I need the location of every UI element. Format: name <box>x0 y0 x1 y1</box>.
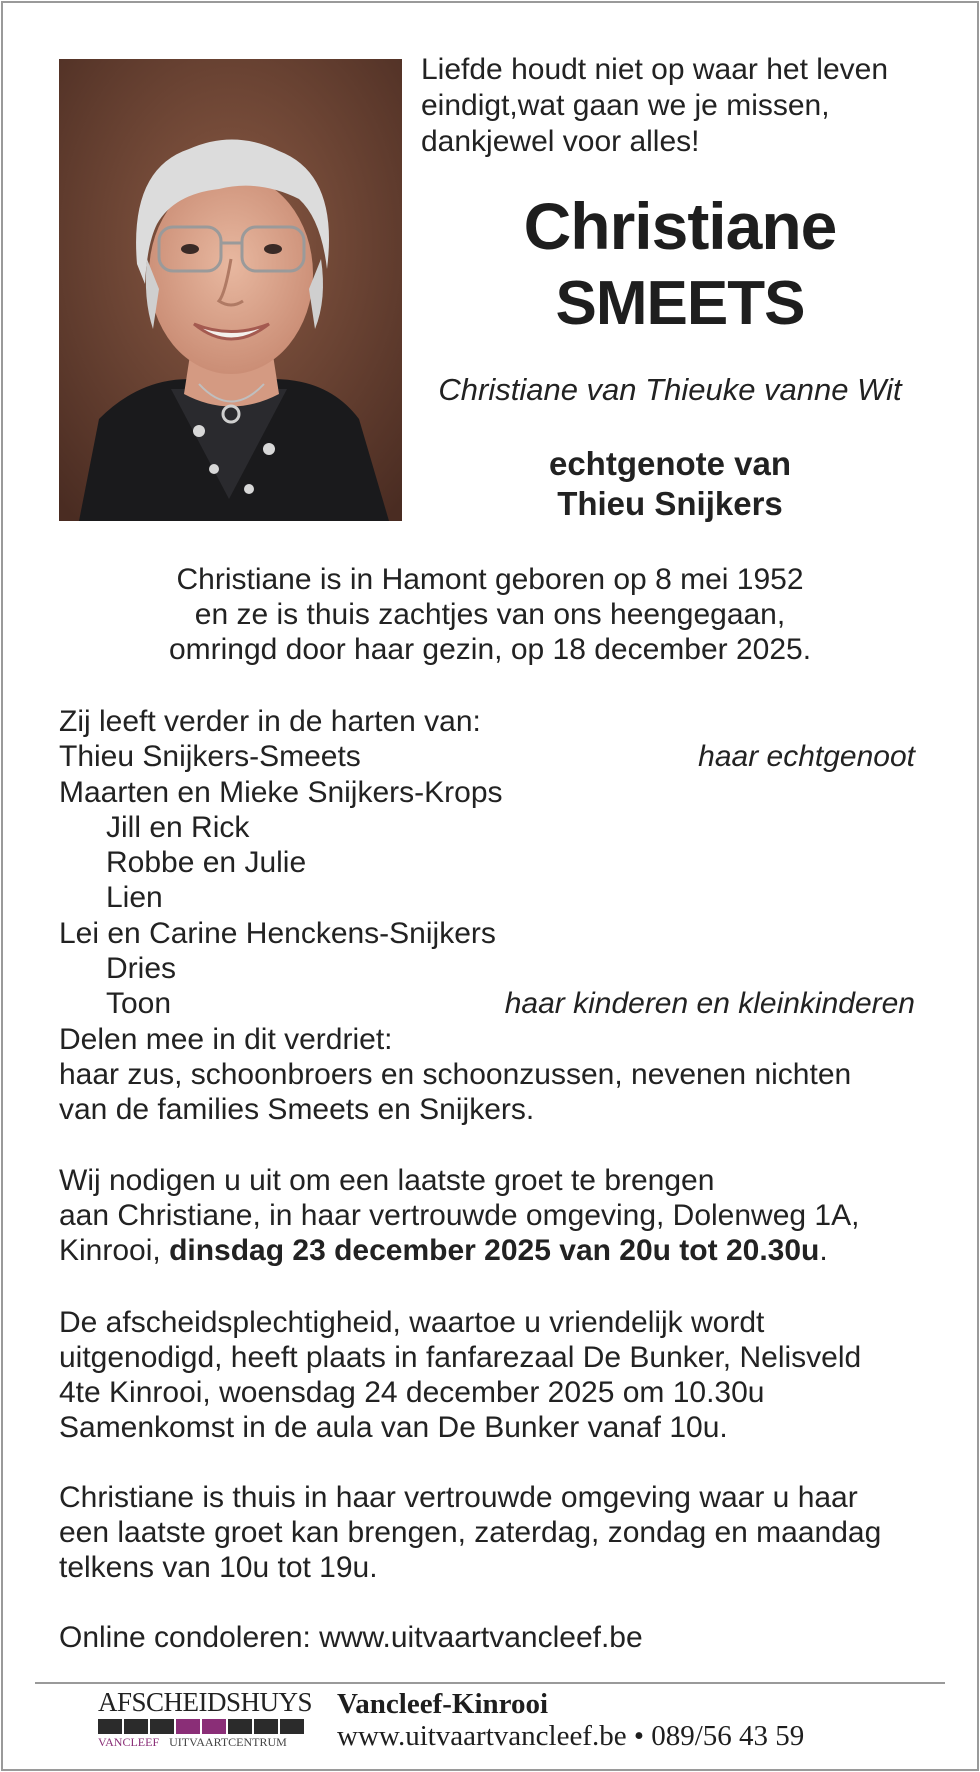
logo-subtitle <box>98 1734 308 1750</box>
logo-bars <box>98 1719 308 1734</box>
home-line: Christiane is thuis in haar vertrouwde omgeving waar u haar <box>59 1481 858 1514</box>
logo-title: AFSCHEIDSHUYS <box>98 1687 313 1717</box>
logo-bar <box>176 1719 200 1734</box>
deceased-first-name: Christiane <box>523 189 837 263</box>
online-condolence: Online condoleren: www.uitvaartvancleef.be <box>59 1621 643 1654</box>
family-member: Lei en Carine Henckens-Snijkers <box>59 916 496 950</box>
ceremony-paragraph <box>59 1305 939 1445</box>
website-link[interactable]: www.uitvaartvancleef.be <box>337 1720 627 1752</box>
spouse-info <box>470 444 870 524</box>
ceremony-line: De afscheidsplechtigheid, waartoe u vriendelijk wordt <box>59 1306 765 1339</box>
spouse-name: Thieu Snijkers <box>557 485 783 522</box>
visit-datetime: dinsdag 23 december 2025 van 20u tot 20.30u <box>169 1234 820 1267</box>
visit-line <box>59 1233 939 1268</box>
share-line: haar zus, schoonbroers en schoonzussen, nevenen nichten <box>59 1057 852 1091</box>
logo-left: VANCLEEF <box>98 1735 160 1749</box>
footer-divider <box>35 1682 945 1684</box>
separator-dot: • <box>633 1720 644 1752</box>
visit-period: . <box>819 1234 828 1267</box>
nickname: Christiane van Thieuke vanne Wit <box>438 372 902 407</box>
family-row <box>59 739 919 774</box>
spouse-relation: echtgenote van <box>548 445 792 482</box>
family-row <box>59 810 919 845</box>
family-row <box>59 916 919 951</box>
logo-bar <box>98 1719 122 1734</box>
logo-bar <box>228 1719 252 1734</box>
logo-right: UITVAARTCENTRUM <box>169 1735 287 1749</box>
family-member: Maarten en Mieke Snijkers-Krops <box>59 775 503 809</box>
visit-paragraph <box>59 1163 939 1268</box>
family-member: Thieu Snijkers-Smeets <box>59 740 361 774</box>
family-member: Lien <box>106 881 163 915</box>
ceremony-line: Samenkomst in de aula van De Bunker vanaf 10u. <box>59 1411 728 1444</box>
quote-line: dankjewel voor alles! <box>421 125 700 158</box>
logo-bar <box>150 1719 174 1734</box>
memorial-quote <box>421 52 961 160</box>
logo-bar <box>254 1719 278 1734</box>
portrait-photo <box>59 59 402 521</box>
quote-line: eindigt,wat gaan we je missen, <box>421 89 830 122</box>
family-member: Robbe en Julie <box>106 846 307 880</box>
family-row <box>59 951 919 986</box>
phone-number: 089/56 43 59 <box>651 1720 805 1752</box>
intro-line: omringd door haar gezin, op 18 december 2025. <box>168 633 812 666</box>
birth-death-text <box>60 562 920 667</box>
family-relation: haar echtgenoot <box>698 740 915 774</box>
visit-place: Kinrooi, <box>59 1234 170 1267</box>
home-line: een laatste groet kan brengen, zaterdag, zondag en maandag <box>59 1516 882 1549</box>
family-list <box>59 704 919 1128</box>
family-row <box>59 845 919 880</box>
funeral-home-contact <box>337 1719 804 1753</box>
family-member: Jill en Rick <box>106 810 250 844</box>
family-relation: haar kinderen en kleinkinderen <box>504 987 915 1021</box>
family-member: Dries <box>106 952 177 986</box>
visit-line: aan Christiane, in haar vertrouwde omgeving, Dolenweg 1A, <box>59 1199 860 1232</box>
share-heading: Delen mee in dit verdriet: <box>59 1022 393 1056</box>
family-heading: Zij leeft verder in de harten van: <box>59 705 481 738</box>
share-line: van de families Smeets en Snijkers. <box>59 1093 535 1127</box>
home-visit-paragraph <box>59 1480 939 1585</box>
funeral-home-name: Vancleef-Kinrooi <box>337 1688 549 1720</box>
ceremony-line: 4te Kinrooi, woensdag 24 december 2025 om 10.30u <box>59 1376 765 1409</box>
logo-bar <box>202 1719 226 1734</box>
family-member: Toon <box>106 987 172 1021</box>
logo-bar <box>280 1719 304 1734</box>
family-row <box>59 775 919 810</box>
deceased-last-name: SMEETS <box>555 269 805 338</box>
family-row <box>59 986 919 1021</box>
intro-line: Christiane is in Hamont geboren op 8 mei 1952 <box>176 563 804 596</box>
visit-line: Wij nodigen u uit om een laatste groet te brengen <box>59 1164 715 1197</box>
family-row <box>59 880 919 915</box>
quote-line: Liefde houdt niet op waar het leven <box>421 53 889 86</box>
intro-line: en ze is thuis zachtjes van ons heengegaan, <box>194 598 786 631</box>
logo-bar <box>124 1719 148 1734</box>
home-line: telkens van 10u tot 19u. <box>59 1551 378 1584</box>
funeral-home-logo <box>98 1687 313 1750</box>
ceremony-line: uitgenodigd, heeft plaats in fanfarezaal De Bunker, Nelisveld <box>59 1341 862 1374</box>
